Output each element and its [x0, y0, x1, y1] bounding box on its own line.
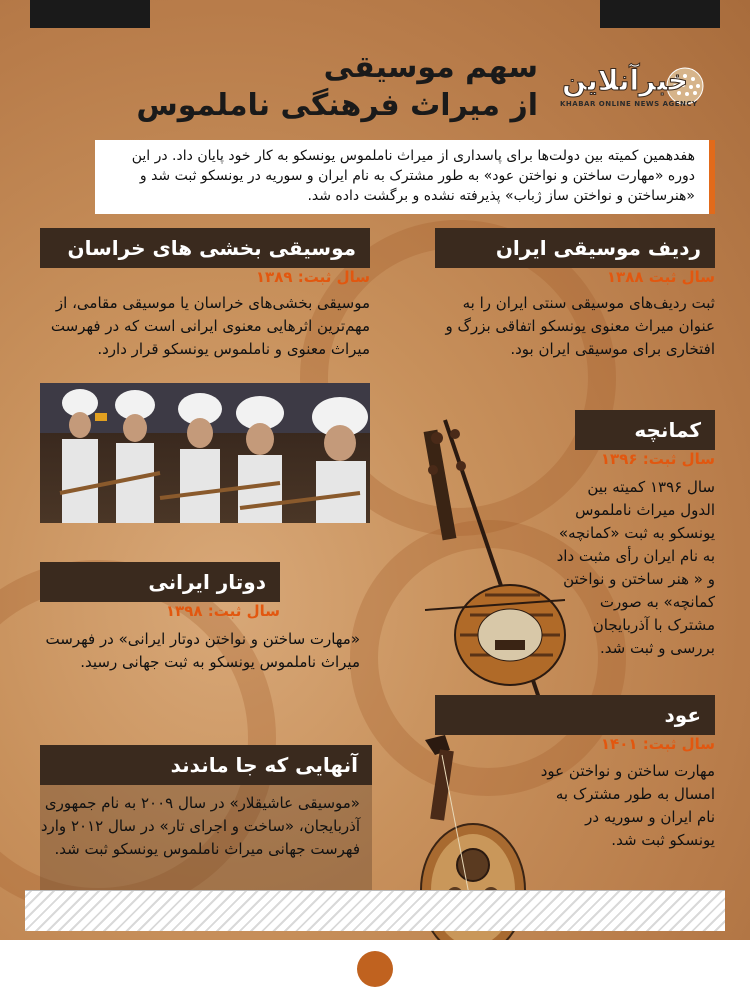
section-khorasan-title: موسیقی بخشی های خراسان: [40, 228, 370, 268]
section-dotar-title: دوتار ایرانی: [40, 562, 280, 602]
section-dotar-body: «مهارت ساختن و نواختن دوتار ایرانی» در فهرست میراث ناملموس یونسکو به ثبت جهانی رسید.: [45, 630, 360, 671]
footer-dot: [357, 951, 393, 987]
section-khorasan-year: سال ثبت: ۱۳۸۹: [255, 268, 370, 286]
logo-agency-text: KHABAR ONLINE NEWS AGENCY: [560, 100, 698, 108]
section-radif-title: ردیف موسیقی ایران: [435, 228, 715, 268]
section-khorasan-body: موسیقی بخشی‌های خراسان یا موسیقی مقامی، از مهم‌ترین اثرهایی معنوی ایرانی است که در فهرست میراث معنوی و ناملموس یونسکو قرار دارد.: [50, 294, 370, 358]
section-kamancheh-body: سال ۱۳۹۶ کمیته بین الدول میراث ناملموس یونسکو به ثبت «کمانچه» به نام ایران رأی مثبت داد و « هنر ساختن و نواختن کمانچه» به صورت مشترک با آذربایجان بررسی و ثبت شد.: [556, 478, 715, 657]
section-oud-year: سال ثبت: ۱۴۰۱: [600, 735, 715, 753]
section-dotar-year: سال ثبت: ۱۳۹۸: [165, 602, 280, 620]
intro-text: هفدهمین کمیته بین دولت‌ها برای پاسداری از میراث ناملموس یونسکو به کار خود پایان داد. در این دوره «مهارت ساختن و نواختن عود» به طور مشترک به نام ایران و سوریه در یونسکو ثبت شد و «هنرساختن و نواختن ساز ژباب» پذیرفته نشده و برگشت داده شد.: [95, 140, 715, 214]
musicians-illustration: [40, 383, 370, 523]
section-remained-body: «موسیقی عاشیقلار» در سال ۲۰۰۹ به نام جمهوری آذربایجان، «ساخت و اجرای تار» در سال ۲۰۱۲ وارد فهرست جهانی میراث ناملموس یونسکو ثبت شد.: [40, 794, 360, 858]
section-oud-body: مهارت ساختن و نواختن عود امسال به طور مشترک به نام ایران و سوریه در یونسکو ثبت شد.: [540, 762, 715, 849]
top-bar-left: [30, 0, 150, 28]
musicians-photo: [40, 383, 370, 523]
top-bar-right: [600, 0, 720, 28]
section-kamancheh-year: سال ثبت: ۱۳۹۶: [600, 450, 715, 468]
section-radif-year: سال ثبت ۱۳۸۸: [606, 268, 715, 286]
logo-wordmark: خبرآنلاین: [562, 64, 689, 97]
page-title-line2: از میراث فرهنگی ناملموس: [136, 88, 538, 123]
kamancheh-icon: [415, 410, 575, 720]
section-radif-body: ثبت ردیف‌های موسیقی سنتی ایران را به عنوان میراث معنوی یونسکو اتفاقی بزرگ و افتخاری برای موسیقی ایران بود.: [445, 294, 715, 358]
section-remained-title: آنهایی که جا ماندند: [40, 745, 372, 785]
section-oud-title: عود: [435, 695, 715, 735]
footer-stripes: [25, 890, 725, 931]
section-kamancheh-title: کمانچه: [575, 410, 715, 450]
page-title-line1: سهم موسیقی: [323, 50, 538, 85]
